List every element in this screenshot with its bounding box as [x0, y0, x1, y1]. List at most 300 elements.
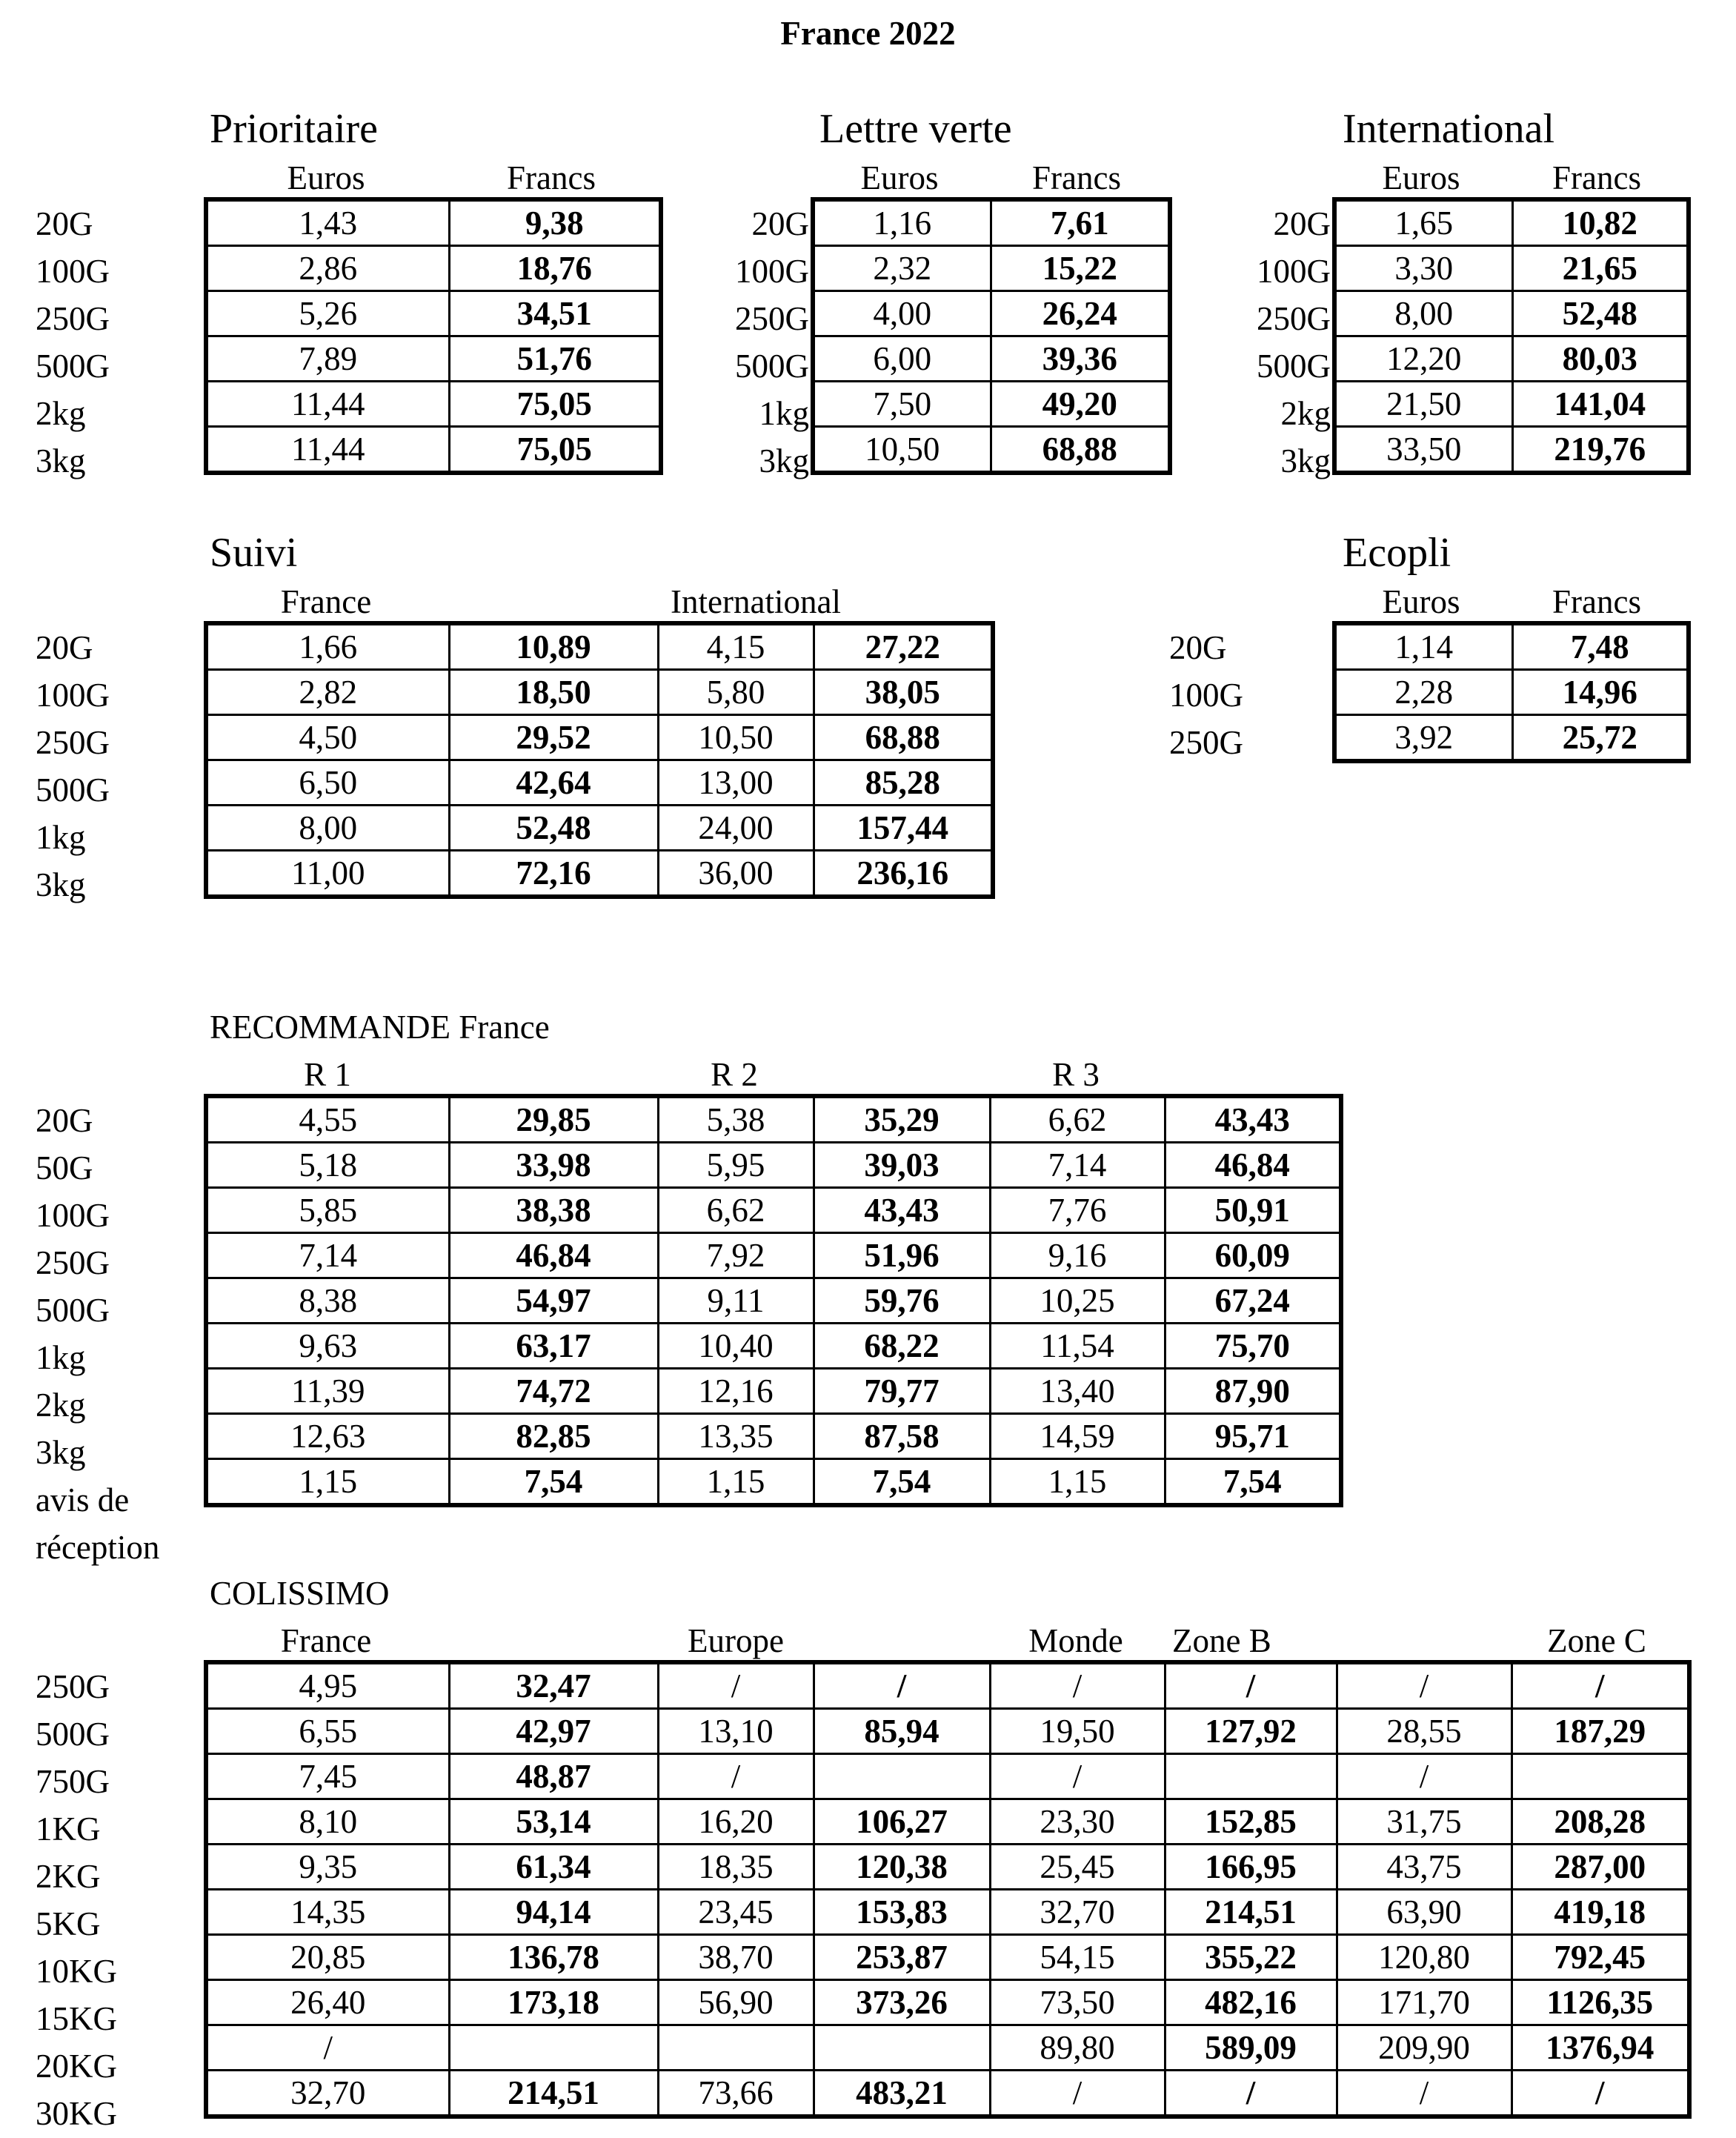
price-francs: 39,03 — [814, 1143, 990, 1188]
ecopli-header-francs: Francs — [1552, 583, 1641, 620]
international-title: International — [1343, 106, 1555, 152]
price-francs: 75,05 — [449, 427, 661, 474]
price-francs: 7,54 — [449, 1459, 658, 1506]
price-euros: 33,50 — [1334, 427, 1512, 474]
price-euros: 1,14 — [1334, 623, 1512, 670]
price-francs: 34,51 — [449, 291, 661, 336]
price-francs: 87,58 — [814, 1414, 990, 1459]
price-francs: 1376,94 — [1511, 2025, 1689, 2071]
price-euros: 38,70 — [658, 1935, 814, 1980]
price-euros: 12,20 — [1334, 336, 1512, 382]
price-francs: 236,16 — [814, 851, 993, 897]
row-label: 20KG — [36, 2048, 117, 2085]
row-label: 500G — [36, 1716, 110, 1753]
row-label: 3kg — [1280, 442, 1331, 479]
row-label: 20G — [1273, 205, 1331, 242]
price-euros: 9,16 — [990, 1233, 1165, 1278]
table-row — [206, 1662, 1689, 1709]
price-francs — [1511, 1754, 1689, 1799]
table-row — [206, 851, 993, 897]
price-euros: 16,20 — [658, 1799, 814, 1845]
table-row — [206, 623, 993, 670]
table-row — [206, 2071, 1689, 2117]
price-francs: 7,54 — [814, 1459, 990, 1506]
price-francs: 10,82 — [1512, 199, 1689, 246]
row-label: 100G — [36, 677, 110, 714]
price-euros: 11,44 — [206, 427, 449, 474]
price-francs: 141,04 — [1512, 382, 1689, 427]
table-row — [206, 1890, 1689, 1935]
price-francs: 68,22 — [814, 1324, 990, 1369]
row-label: 50G — [36, 1149, 93, 1186]
price-euros: 12,16 — [658, 1369, 814, 1414]
price-francs: 50,91 — [1165, 1188, 1341, 1233]
row-label: 20G — [36, 1102, 93, 1139]
price-euros: 7,89 — [206, 336, 449, 382]
price-francs: 253,87 — [814, 1935, 990, 1980]
price-euros: / — [990, 1662, 1165, 1709]
price-francs: 10,89 — [449, 623, 658, 670]
row-label: 20G — [36, 205, 93, 242]
price-euros: 2,86 — [206, 246, 449, 291]
price-francs: 419,18 — [1511, 1890, 1689, 1935]
price-euros: / — [1337, 1754, 1511, 1799]
row-label: 500G — [1257, 348, 1331, 385]
table-row — [206, 1754, 1689, 1799]
price-euros: / — [990, 1754, 1165, 1799]
row-label: 20G — [1169, 629, 1227, 666]
price-francs: 43,43 — [1165, 1096, 1341, 1143]
price-francs: 152,85 — [1165, 1799, 1337, 1845]
price-francs: 187,29 — [1511, 1709, 1689, 1754]
table-row — [206, 1188, 1341, 1233]
price-francs: / — [814, 1662, 990, 1709]
international-header-francs: Francs — [1552, 159, 1641, 196]
price-euros: 14,35 — [206, 1890, 449, 1935]
table-row — [206, 1709, 1689, 1754]
price-euros: 1,15 — [990, 1459, 1165, 1506]
table-row — [1334, 670, 1689, 715]
price-euros: 23,30 — [990, 1799, 1165, 1845]
colissimo-table — [204, 1660, 1692, 2119]
row-label: 3kg — [36, 1434, 86, 1471]
price-euros: 7,14 — [990, 1143, 1165, 1188]
price-euros: 10,25 — [990, 1278, 1165, 1324]
row-label: 2KG — [36, 1858, 101, 1895]
colissimo-header-zone-c: Zone C — [1547, 1622, 1646, 1659]
price-euros: 6,62 — [658, 1188, 814, 1233]
price-euros: 5,80 — [658, 670, 814, 715]
row-label: 250G — [735, 300, 809, 337]
table-row — [1334, 246, 1689, 291]
price-euros: 5,38 — [658, 1096, 814, 1143]
price-euros: 5,85 — [206, 1188, 449, 1233]
price-francs: 85,94 — [814, 1709, 990, 1754]
lettre-verte-table — [811, 197, 1172, 475]
price-francs: 51,96 — [814, 1233, 990, 1278]
price-francs: 136,78 — [449, 1935, 658, 1980]
price-francs: 173,18 — [449, 1980, 658, 2025]
price-francs: 589,09 — [1165, 2025, 1337, 2071]
row-label: 100G — [36, 253, 110, 290]
price-francs: 51,76 — [449, 336, 661, 382]
price-francs: 127,92 — [1165, 1709, 1337, 1754]
row-label: 500G — [36, 1292, 110, 1329]
page-title: France 2022 — [780, 15, 956, 52]
table-row — [206, 246, 661, 291]
price-euros: 24,00 — [658, 806, 814, 851]
price-euros: 25,45 — [990, 1845, 1165, 1890]
row-label: 2kg — [1280, 395, 1331, 432]
table-row — [813, 336, 1170, 382]
table-row — [206, 199, 661, 246]
row-label: 3kg — [36, 442, 86, 479]
colissimo-header-monde: Monde — [1028, 1622, 1123, 1659]
price-euros: 7,14 — [206, 1233, 449, 1278]
price-euros: 23,45 — [658, 1890, 814, 1935]
table-row — [206, 1278, 1341, 1324]
price-francs: 82,85 — [449, 1414, 658, 1459]
price-euros: 9,35 — [206, 1845, 449, 1890]
prioritaire-title: Prioritaire — [210, 106, 379, 152]
international-table — [1332, 197, 1691, 475]
price-euros: 2,32 — [813, 246, 991, 291]
price-francs: 39,36 — [991, 336, 1170, 382]
row-label: 500G — [735, 348, 809, 385]
price-euros: 8,00 — [1334, 291, 1512, 336]
row-label: 20G — [751, 205, 809, 242]
price-francs: 214,51 — [449, 2071, 658, 2117]
price-francs: 68,88 — [991, 427, 1170, 474]
price-francs: 87,90 — [1165, 1369, 1341, 1414]
price-euros: / — [1337, 2071, 1511, 2117]
recommande-table — [204, 1094, 1343, 1507]
price-francs: 287,00 — [1511, 1845, 1689, 1890]
price-euros: 2,82 — [206, 670, 449, 715]
colissimo-header-zone-b: Zone B — [1172, 1622, 1271, 1659]
row-label: 100G — [1257, 253, 1331, 290]
price-francs: 42,97 — [449, 1709, 658, 1754]
recommande-header-r1: R 1 — [304, 1056, 351, 1093]
price-euros: 36,00 — [658, 851, 814, 897]
lettre-verte-header-euros: Euros — [860, 159, 939, 196]
price-euros: 19,50 — [990, 1709, 1165, 1754]
row-label: 1kg — [759, 395, 809, 432]
price-francs: 7,61 — [991, 199, 1170, 246]
ecopli-header-euros: Euros — [1382, 583, 1460, 620]
price-euros: 6,55 — [206, 1709, 449, 1754]
price-francs: 95,71 — [1165, 1414, 1341, 1459]
price-euros: 1,16 — [813, 199, 991, 246]
price-francs: 60,09 — [1165, 1233, 1341, 1278]
price-francs: / — [1165, 1662, 1337, 1709]
row-label: 250G — [1169, 724, 1243, 761]
row-label: avis de — [36, 1481, 130, 1518]
price-francs: 25,72 — [1512, 715, 1689, 762]
table-row — [206, 1233, 1341, 1278]
price-euros: 171,70 — [1337, 1980, 1511, 2025]
row-label: 30KG — [36, 2095, 117, 2132]
row-label: 500G — [36, 348, 110, 385]
price-euros: 31,75 — [1337, 1799, 1511, 1845]
price-francs: 214,51 — [1165, 1890, 1337, 1935]
price-euros: 1,43 — [206, 199, 449, 246]
price-francs: 67,24 — [1165, 1278, 1341, 1324]
price-francs: 355,22 — [1165, 1935, 1337, 1980]
price-francs: 49,20 — [991, 382, 1170, 427]
price-francs: 482,16 — [1165, 1980, 1337, 2025]
price-euros: 11,00 — [206, 851, 449, 897]
price-euros: 13,00 — [658, 760, 814, 806]
recommande-title: RECOMMANDE France — [210, 1009, 550, 1046]
price-francs: 166,95 — [1165, 1845, 1337, 1890]
price-euros: 1,66 — [206, 623, 449, 670]
price-francs: 94,14 — [449, 1890, 658, 1935]
suivi-table — [204, 621, 995, 899]
price-francs: 1126,35 — [1511, 1980, 1689, 2025]
price-francs: 52,48 — [1512, 291, 1689, 336]
table-row — [813, 291, 1170, 336]
price-francs: 26,24 — [991, 291, 1170, 336]
table-row — [206, 1935, 1689, 1980]
price-euros: 32,70 — [206, 2071, 449, 2117]
price-francs: 53,14 — [449, 1799, 658, 1845]
price-euros: 5,26 — [206, 291, 449, 336]
table-row — [206, 715, 993, 760]
price-francs: 59,76 — [814, 1278, 990, 1324]
price-euros: 209,90 — [1337, 2025, 1511, 2071]
suivi-title: Suivi — [210, 530, 298, 576]
ecopli-title: Ecopli — [1343, 530, 1451, 576]
price-euros: 10,50 — [658, 715, 814, 760]
table-row — [206, 1459, 1341, 1506]
row-label: 15KG — [36, 2000, 117, 2037]
ecopli-table — [1332, 621, 1691, 763]
price-francs: 63,17 — [449, 1324, 658, 1369]
price-euros: 4,00 — [813, 291, 991, 336]
row-label: 250G — [36, 1244, 110, 1281]
price-francs: 18,50 — [449, 670, 658, 715]
price-euros: 5,18 — [206, 1143, 449, 1188]
row-label-continued: réception — [36, 1529, 160, 1566]
row-label: 250G — [1257, 300, 1331, 337]
row-label: 500G — [36, 771, 110, 809]
price-euros: 11,39 — [206, 1369, 449, 1414]
price-francs: 68,88 — [814, 715, 993, 760]
price-euros: 2,28 — [1334, 670, 1512, 715]
recommande-header-r2: R 2 — [711, 1056, 758, 1093]
price-euros: 12,63 — [206, 1414, 449, 1459]
table-row — [813, 246, 1170, 291]
row-label: 250G — [36, 1668, 110, 1705]
price-euros: 120,80 — [1337, 1935, 1511, 1980]
recommande-header-r3: R 3 — [1052, 1056, 1100, 1093]
price-euros: 11,54 — [990, 1324, 1165, 1369]
row-label: 3kg — [759, 442, 809, 479]
price-euros: 6,62 — [990, 1096, 1165, 1143]
price-euros: 6,00 — [813, 336, 991, 382]
price-francs: 48,87 — [449, 1754, 658, 1799]
price-euros: 10,40 — [658, 1324, 814, 1369]
price-francs: 29,85 — [449, 1096, 658, 1143]
price-francs: 157,44 — [814, 806, 993, 851]
price-francs: 792,45 — [1511, 1935, 1689, 1980]
row-label: 1kg — [36, 1339, 86, 1376]
price-francs: 27,22 — [814, 623, 993, 670]
lettre-verte-header-francs: Francs — [1032, 159, 1121, 196]
price-euros: / — [1337, 1662, 1511, 1709]
colissimo-header-europe: Europe — [688, 1622, 784, 1659]
table-row — [1334, 715, 1689, 762]
price-euros: 13,10 — [658, 1709, 814, 1754]
row-label: 750G — [36, 1763, 110, 1800]
price-francs: 35,29 — [814, 1096, 990, 1143]
row-label: 100G — [1169, 677, 1243, 714]
table-row — [206, 1369, 1341, 1414]
table-row — [206, 291, 661, 336]
price-francs: 15,22 — [991, 246, 1170, 291]
suivi-header-france: France — [280, 583, 372, 620]
row-label: 20G — [36, 629, 93, 666]
price-euros: 1,65 — [1334, 199, 1512, 246]
price-euros: 4,95 — [206, 1662, 449, 1709]
table-row — [206, 806, 993, 851]
price-euros: 73,66 — [658, 2071, 814, 2117]
table-row — [206, 427, 661, 474]
price-francs: 46,84 — [1165, 1143, 1341, 1188]
price-francs: 32,47 — [449, 1662, 658, 1709]
price-euros: 21,50 — [1334, 382, 1512, 427]
price-euros — [658, 2025, 814, 2071]
price-euros: / — [658, 1754, 814, 1799]
price-francs: 483,21 — [814, 2071, 990, 2117]
row-label: 100G — [36, 1197, 110, 1234]
table-row — [206, 1980, 1689, 2025]
table-row — [1334, 427, 1689, 474]
price-euros: 10,50 — [813, 427, 991, 474]
price-euros: / — [990, 2071, 1165, 2117]
price-francs: 153,83 — [814, 1890, 990, 1935]
price-euros: 18,35 — [658, 1845, 814, 1890]
price-francs: 9,38 — [449, 199, 661, 246]
price-euros: 7,45 — [206, 1754, 449, 1799]
price-euros: 63,90 — [1337, 1890, 1511, 1935]
price-francs: 43,43 — [814, 1188, 990, 1233]
price-euros: 43,75 — [1337, 1845, 1511, 1890]
table-row — [206, 1324, 1341, 1369]
price-euros: 6,50 — [206, 760, 449, 806]
price-francs: 72,16 — [449, 851, 658, 897]
table-row — [206, 2025, 1689, 2071]
price-euros: 1,15 — [206, 1459, 449, 1506]
colissimo-header-france: France — [280, 1622, 372, 1659]
table-row — [1334, 199, 1689, 246]
price-euros: 13,35 — [658, 1414, 814, 1459]
table-row — [206, 1414, 1341, 1459]
row-label: 1KG — [36, 1810, 101, 1847]
price-francs: 7,54 — [1165, 1459, 1341, 1506]
price-francs: 85,28 — [814, 760, 993, 806]
price-francs: 42,64 — [449, 760, 658, 806]
table-row — [813, 199, 1170, 246]
price-euros: 1,15 — [658, 1459, 814, 1506]
price-euros: 11,44 — [206, 382, 449, 427]
price-francs: 79,77 — [814, 1369, 990, 1414]
price-euros: 7,50 — [813, 382, 991, 427]
table-row — [206, 336, 661, 382]
row-label: 1kg — [36, 819, 86, 856]
table-row — [1334, 336, 1689, 382]
row-label: 250G — [36, 300, 110, 337]
price-euros: 26,40 — [206, 1980, 449, 2025]
price-euros: 54,15 — [990, 1935, 1165, 1980]
price-francs: 61,34 — [449, 1845, 658, 1890]
table-row — [206, 382, 661, 427]
price-francs: 46,84 — [449, 1233, 658, 1278]
lettre-verte-title: Lettre verte — [819, 106, 1012, 152]
table-row — [206, 1143, 1341, 1188]
price-francs — [449, 2025, 658, 2071]
price-francs — [1165, 1754, 1337, 1799]
price-euros: 9,11 — [658, 1278, 814, 1324]
price-euros: 4,55 — [206, 1096, 449, 1143]
price-francs: 18,76 — [449, 246, 661, 291]
row-label: 250G — [36, 724, 110, 761]
price-francs: 208,28 — [1511, 1799, 1689, 1845]
price-francs: 120,38 — [814, 1845, 990, 1890]
price-francs: 21,65 — [1512, 246, 1689, 291]
price-francs: / — [1511, 2071, 1689, 2117]
price-euros: 13,40 — [990, 1369, 1165, 1414]
table-row — [1334, 291, 1689, 336]
price-euros: 7,92 — [658, 1233, 814, 1278]
price-francs: / — [1165, 2071, 1337, 2117]
row-label: 5KG — [36, 1905, 101, 1942]
colissimo-title: COLISSIMO — [210, 1575, 390, 1612]
price-euros: 28,55 — [1337, 1709, 1511, 1754]
price-euros: 32,70 — [990, 1890, 1165, 1935]
suivi-header-international: International — [671, 583, 841, 620]
price-euros: 3,92 — [1334, 715, 1512, 762]
row-label: 100G — [735, 253, 809, 290]
price-francs: 38,05 — [814, 670, 993, 715]
price-euros: 5,95 — [658, 1143, 814, 1188]
price-francs: / — [1511, 1662, 1689, 1709]
price-francs: 75,05 — [449, 382, 661, 427]
price-francs: 54,97 — [449, 1278, 658, 1324]
table-row — [813, 427, 1170, 474]
price-euros: 89,80 — [990, 2025, 1165, 2071]
price-francs: 74,72 — [449, 1369, 658, 1414]
price-francs: 106,27 — [814, 1799, 990, 1845]
row-label: 2kg — [36, 395, 86, 432]
price-francs: 14,96 — [1512, 670, 1689, 715]
international-header-euros: Euros — [1382, 159, 1460, 196]
price-euros: / — [206, 2025, 449, 2071]
prioritaire-table — [204, 197, 663, 475]
price-euros: 7,76 — [990, 1188, 1165, 1233]
price-euros: 56,90 — [658, 1980, 814, 2025]
table-row — [206, 1845, 1689, 1890]
row-label: 2kg — [36, 1387, 86, 1424]
price-francs: 52,48 — [449, 806, 658, 851]
table-row — [206, 760, 993, 806]
price-euros: 8,38 — [206, 1278, 449, 1324]
price-francs: 80,03 — [1512, 336, 1689, 382]
price-francs — [814, 2025, 990, 2071]
prioritaire-header-francs: Francs — [507, 159, 596, 196]
table-row — [1334, 382, 1689, 427]
